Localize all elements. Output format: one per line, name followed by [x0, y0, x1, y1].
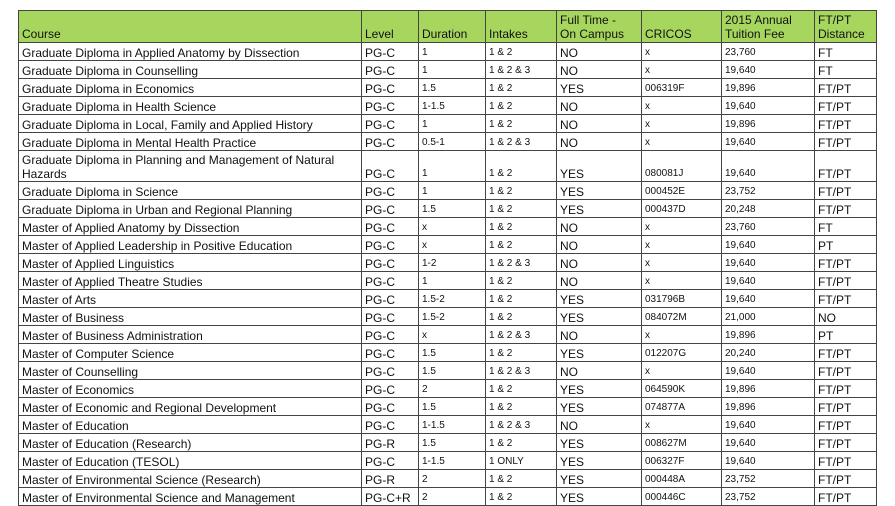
- header-course: Course: [19, 11, 362, 43]
- cell-cricos: 012207G: [642, 344, 722, 362]
- cell-level: PG-C: [362, 200, 419, 218]
- cell-fee: 19,640: [722, 97, 815, 115]
- cell-course: Master of Arts: [19, 290, 362, 308]
- cell-course: Master of Applied Leadership in Positive Education: [19, 236, 362, 254]
- cell-duration: 1: [419, 182, 486, 200]
- cell-fee: 19,640: [722, 434, 815, 452]
- cell-duration: 1.5: [419, 344, 486, 362]
- cell-level: PG-C: [362, 151, 419, 182]
- cell-distance: FT/PT: [815, 362, 877, 380]
- cell-fulltime: NO: [557, 272, 642, 290]
- cell-intakes: 1 & 2: [486, 43, 557, 61]
- cell-fee: 21,000: [722, 308, 815, 326]
- table-row: [19, 97, 877, 115]
- cell-course: Master of Education (TESOL): [19, 452, 362, 470]
- cell-distance: FT/PT: [815, 380, 877, 398]
- cell-fulltime: YES: [557, 470, 642, 488]
- cell-level: PG-C: [362, 344, 419, 362]
- cell-fulltime: YES: [557, 434, 642, 452]
- table-row: [19, 344, 877, 362]
- cell-level: PG-C: [362, 290, 419, 308]
- cell-course: Graduate Diploma in Science: [19, 182, 362, 200]
- cell-duration: 2: [419, 488, 486, 506]
- table-row: [19, 218, 877, 236]
- cell-duration: 1: [419, 61, 486, 79]
- cell-fulltime: NO: [557, 254, 642, 272]
- header-fee: [722, 11, 815, 43]
- cell-fee: 19,640: [722, 61, 815, 79]
- table-row: [19, 290, 877, 308]
- cell-course: Master of Environmental Science (Research): [19, 470, 362, 488]
- cell-level: PG-C+R: [362, 488, 419, 506]
- cell-fulltime: YES: [557, 79, 642, 97]
- cell-fee: 19,640: [722, 272, 815, 290]
- table-row: [19, 272, 877, 290]
- cell-distance: FT: [815, 218, 877, 236]
- cell-intakes: 1 & 2: [486, 398, 557, 416]
- cell-duration: 1.5: [419, 434, 486, 452]
- cell-distance: FT/PT: [815, 79, 877, 97]
- cell-intakes: 1 & 2: [486, 344, 557, 362]
- cell-duration: 1-1.5: [419, 452, 486, 470]
- cell-distance: FT/PT: [815, 182, 877, 200]
- cell-fee: 19,640: [722, 362, 815, 380]
- cell-intakes: 1 & 2 & 3: [486, 254, 557, 272]
- cell-cricos: x: [642, 362, 722, 380]
- cell-distance: FT/PT: [815, 398, 877, 416]
- cell-fee: 19,896: [722, 326, 815, 344]
- table-row: [19, 182, 877, 200]
- cell-level: PG-R: [362, 434, 419, 452]
- cell-course: Master of Economic and Regional Development: [19, 398, 362, 416]
- cell-duration: x: [419, 236, 486, 254]
- cell-intakes: 1 & 2: [486, 182, 557, 200]
- cell-fulltime: YES: [557, 488, 642, 506]
- cell-fee: 19,640: [722, 236, 815, 254]
- cell-cricos: 064590K: [642, 380, 722, 398]
- cell-level: PG-C: [362, 218, 419, 236]
- cell-course: Graduate Diploma in Local, Family and Applied History: [19, 115, 362, 133]
- cell-distance: FT/PT: [815, 200, 877, 218]
- cell-level: PG-C: [362, 236, 419, 254]
- cell-cricos: x: [642, 61, 722, 79]
- cell-fulltime: YES: [557, 290, 642, 308]
- cell-fulltime: YES: [557, 151, 642, 182]
- cell-course: Master of Computer Science: [19, 344, 362, 362]
- cell-course: Graduate Diploma in Mental Health Practice: [19, 133, 362, 151]
- cell-intakes: 1 & 2: [486, 290, 557, 308]
- header-distance-line2: Distance: [818, 27, 865, 41]
- cell-cricos: x: [642, 416, 722, 434]
- table-row: [19, 380, 877, 398]
- cell-fee: 19,896: [722, 398, 815, 416]
- cell-cricos: x: [642, 236, 722, 254]
- cell-fee: 23,752: [722, 488, 815, 506]
- cell-duration: 1.5-2: [419, 308, 486, 326]
- cell-level: PG-C: [362, 97, 419, 115]
- cell-fee: 23,752: [722, 470, 815, 488]
- header-fulltime: [557, 11, 642, 43]
- cell-cricos: 074877A: [642, 398, 722, 416]
- cell-course: Master of Applied Theatre Studies: [19, 272, 362, 290]
- table-row: [19, 434, 877, 452]
- cell-course: Master of Education: [19, 416, 362, 434]
- cell-duration: 1-1.5: [419, 97, 486, 115]
- cell-level: PG-C: [362, 115, 419, 133]
- cell-distance: FT/PT: [815, 97, 877, 115]
- cell-course: Master of Education (Research): [19, 434, 362, 452]
- cell-intakes: 1 & 2: [486, 236, 557, 254]
- cell-duration: 1.5: [419, 398, 486, 416]
- table-row: [19, 416, 877, 434]
- table-row: [19, 200, 877, 218]
- table-row: [19, 43, 877, 61]
- cell-cricos: x: [642, 97, 722, 115]
- cell-duration: 1.5: [419, 200, 486, 218]
- cell-fulltime: YES: [557, 452, 642, 470]
- cell-cricos: x: [642, 272, 722, 290]
- cell-fulltime: NO: [557, 236, 642, 254]
- cell-duration: 2: [419, 380, 486, 398]
- cell-course: Master of Environmental Science and Management: [19, 488, 362, 506]
- table-row: [19, 452, 877, 470]
- cell-fulltime: YES: [557, 308, 642, 326]
- header-level: Level: [362, 11, 419, 43]
- course-fee-table: [18, 10, 877, 506]
- cell-distance: FT: [815, 43, 877, 61]
- cell-cricos: 006327F: [642, 452, 722, 470]
- cell-course: Master of Business Administration: [19, 326, 362, 344]
- cell-intakes: 1 & 2 & 3: [486, 362, 557, 380]
- cell-cricos: 000452E: [642, 182, 722, 200]
- cell-fee: 19,896: [722, 115, 815, 133]
- cell-cricos: x: [642, 43, 722, 61]
- cell-intakes: 1 & 2: [486, 308, 557, 326]
- header-distance-line1: FT/PT: [818, 13, 852, 27]
- cell-cricos: 008627M: [642, 434, 722, 452]
- cell-level: PG-C: [362, 182, 419, 200]
- cell-fulltime: YES: [557, 200, 642, 218]
- cell-distance: FT/PT: [815, 416, 877, 434]
- cell-fee: 19,640: [722, 290, 815, 308]
- table-row: [19, 254, 877, 272]
- cell-duration: 1: [419, 115, 486, 133]
- cell-distance: PT: [815, 326, 877, 344]
- cell-fee: 23,760: [722, 218, 815, 236]
- cell-level: PG-C: [362, 362, 419, 380]
- cell-course: Master of Counselling: [19, 362, 362, 380]
- cell-course: Graduate Diploma in Counselling: [19, 61, 362, 79]
- cell-course: Graduate Diploma in Health Science: [19, 97, 362, 115]
- cell-course: Graduate Diploma in Urban and Regional Planning: [19, 200, 362, 218]
- cell-duration: 1.5: [419, 79, 486, 97]
- cell-distance: FT/PT: [815, 151, 877, 182]
- cell-fulltime: NO: [557, 416, 642, 434]
- cell-duration: 0.5-1: [419, 133, 486, 151]
- cell-level: PG-C: [362, 254, 419, 272]
- cell-course: Graduate Diploma in Applied Anatomy by Dissection: [19, 43, 362, 61]
- header-row: [19, 11, 877, 43]
- cell-level: PG-C: [362, 416, 419, 434]
- cell-cricos: x: [642, 254, 722, 272]
- cell-distance: FT/PT: [815, 133, 877, 151]
- cell-cricos: 006319F: [642, 79, 722, 97]
- cell-fulltime: YES: [557, 182, 642, 200]
- cell-level: PG-C: [362, 43, 419, 61]
- cell-duration: 1.5-2: [419, 290, 486, 308]
- cell-distance: PT: [815, 236, 877, 254]
- header-distance: [815, 11, 877, 43]
- cell-fulltime: NO: [557, 115, 642, 133]
- cell-fulltime: NO: [557, 326, 642, 344]
- cell-intakes: 1 & 2: [486, 79, 557, 97]
- cell-duration: 2: [419, 470, 486, 488]
- table-row: [19, 61, 877, 79]
- cell-cricos: x: [642, 326, 722, 344]
- cell-fee: 19,640: [722, 416, 815, 434]
- cell-course: Master of Economics: [19, 380, 362, 398]
- cell-fulltime: NO: [557, 97, 642, 115]
- course-fee-table-container: [18, 10, 876, 506]
- cell-distance: FT/PT: [815, 488, 877, 506]
- header-cricos: CRICOS: [642, 11, 722, 43]
- cell-fee: 20,248: [722, 200, 815, 218]
- cell-distance: FT/PT: [815, 470, 877, 488]
- cell-level: PG-R: [362, 470, 419, 488]
- cell-fulltime: YES: [557, 398, 642, 416]
- cell-intakes: 1 & 2: [486, 272, 557, 290]
- cell-fee: 20,240: [722, 344, 815, 362]
- cell-duration: 1-1.5: [419, 416, 486, 434]
- cell-intakes: 1 & 2 & 3: [486, 416, 557, 434]
- table-row: [19, 151, 877, 182]
- table-row: [19, 488, 877, 506]
- cell-cricos: 080081J: [642, 151, 722, 182]
- cell-duration: x: [419, 218, 486, 236]
- header-fee-line2: Tuition Fee: [725, 27, 785, 41]
- cell-intakes: 1 & 2 & 3: [486, 133, 557, 151]
- cell-cricos: 031796B: [642, 290, 722, 308]
- cell-fee: 19,640: [722, 452, 815, 470]
- cell-course: Master of Applied Linguistics: [19, 254, 362, 272]
- cell-fee: 19,896: [722, 380, 815, 398]
- cell-level: PG-C: [362, 272, 419, 290]
- cell-intakes: 1 & 2: [486, 115, 557, 133]
- cell-distance: FT/PT: [815, 272, 877, 290]
- cell-course: Graduate Diploma in Economics: [19, 79, 362, 97]
- cell-distance: FT: [815, 61, 877, 79]
- cell-level: PG-C: [362, 398, 419, 416]
- cell-fulltime: NO: [557, 61, 642, 79]
- cell-level: PG-C: [362, 326, 419, 344]
- table-row: [19, 308, 877, 326]
- cell-duration: 1: [419, 151, 486, 182]
- cell-intakes: 1 & 2: [486, 470, 557, 488]
- cell-course: Master of Applied Anatomy by Dissection: [19, 218, 362, 236]
- cell-intakes: 1 & 2: [486, 97, 557, 115]
- header-fulltime-line2: On Campus: [560, 27, 625, 41]
- cell-fee: 23,752: [722, 182, 815, 200]
- cell-cricos: 000437D: [642, 200, 722, 218]
- header-fee-line1: 2015 Annual: [725, 13, 792, 27]
- cell-intakes: 1 & 2 & 3: [486, 61, 557, 79]
- cell-distance: FT/PT: [815, 434, 877, 452]
- cell-cricos: 000446C: [642, 488, 722, 506]
- table-row: [19, 79, 877, 97]
- cell-level: PG-C: [362, 380, 419, 398]
- cell-duration: x: [419, 326, 486, 344]
- cell-fulltime: NO: [557, 133, 642, 151]
- cell-cricos: 084072M: [642, 308, 722, 326]
- cell-fulltime: NO: [557, 218, 642, 236]
- cell-fee: 19,640: [722, 133, 815, 151]
- cell-distance: FT/PT: [815, 344, 877, 362]
- cell-fulltime: NO: [557, 43, 642, 61]
- cell-distance: FT/PT: [815, 290, 877, 308]
- cell-duration: 1.5: [419, 362, 486, 380]
- cell-cricos: x: [642, 133, 722, 151]
- header-intakes: Intakes: [486, 11, 557, 43]
- table-body: [19, 43, 877, 506]
- table-row: [19, 470, 877, 488]
- table-row: [19, 362, 877, 380]
- cell-distance: NO: [815, 308, 877, 326]
- header-fulltime-line1: Full Time -: [560, 13, 617, 27]
- cell-intakes: 1 & 2 & 3: [486, 326, 557, 344]
- cell-fee: 19,640: [722, 151, 815, 182]
- table-row: [19, 115, 877, 133]
- cell-level: PG-C: [362, 79, 419, 97]
- cell-course: Graduate Diploma in Planning and Management of Natural Hazards: [19, 151, 362, 182]
- table-row: [19, 133, 877, 151]
- cell-course: Master of Business: [19, 308, 362, 326]
- cell-fulltime: YES: [557, 344, 642, 362]
- cell-fee: 19,896: [722, 79, 815, 97]
- cell-duration: 1: [419, 43, 486, 61]
- cell-level: PG-C: [362, 308, 419, 326]
- cell-fulltime: NO: [557, 362, 642, 380]
- cell-distance: FT/PT: [815, 115, 877, 133]
- table-row: [19, 236, 877, 254]
- cell-intakes: 1 & 2: [486, 218, 557, 236]
- cell-intakes: 1 & 2: [486, 200, 557, 218]
- cell-distance: FT/PT: [815, 452, 877, 470]
- cell-duration: 1: [419, 272, 486, 290]
- cell-level: PG-C: [362, 452, 419, 470]
- cell-intakes: 1 & 2: [486, 488, 557, 506]
- cell-intakes: 1 & 2: [486, 434, 557, 452]
- cell-cricos: 000448A: [642, 470, 722, 488]
- cell-level: PG-C: [362, 133, 419, 151]
- cell-fee: 23,760: [722, 43, 815, 61]
- table-row: [19, 398, 877, 416]
- cell-intakes: 1 ONLY: [486, 452, 557, 470]
- cell-cricos: x: [642, 115, 722, 133]
- header-duration: Duration: [419, 11, 486, 43]
- cell-fee: 19,640: [722, 254, 815, 272]
- cell-level: PG-C: [362, 61, 419, 79]
- cell-intakes: 1 & 2: [486, 380, 557, 398]
- cell-duration: 1-2: [419, 254, 486, 272]
- cell-intakes: 1 & 2: [486, 151, 557, 182]
- table-row: [19, 326, 877, 344]
- cell-cricos: x: [642, 218, 722, 236]
- cell-distance: FT/PT: [815, 254, 877, 272]
- cell-fulltime: YES: [557, 380, 642, 398]
